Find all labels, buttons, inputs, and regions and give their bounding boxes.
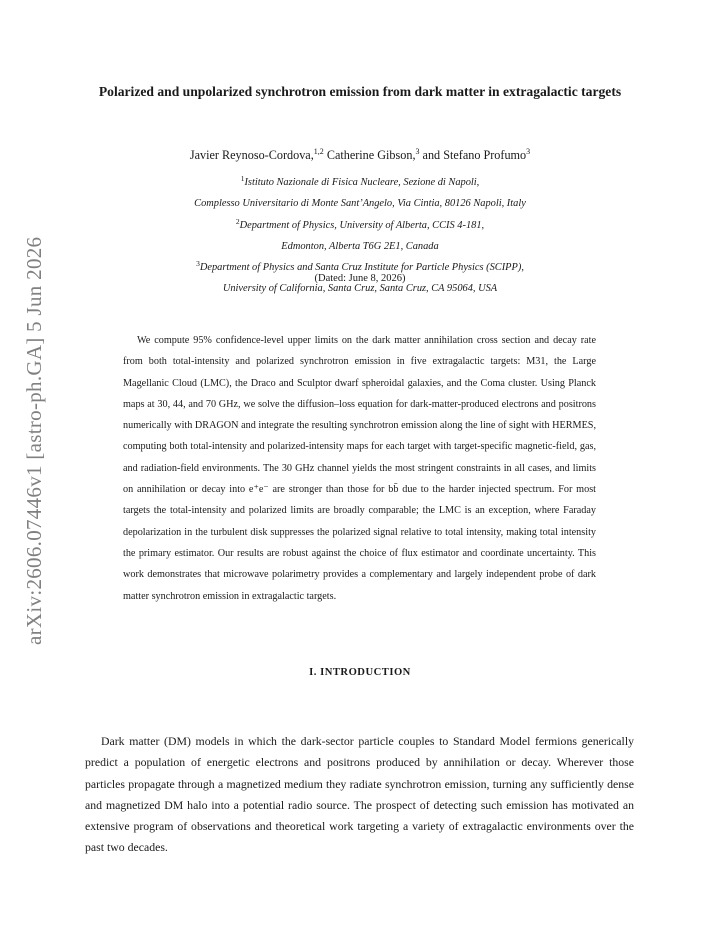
author-name: Catherine Gibson,: [326, 148, 416, 162]
affiliation-mark: 1: [240, 174, 245, 183]
date-line: (Dated: June 8, 2026): [314, 273, 406, 284]
affiliation-mark: 3: [196, 259, 200, 269]
abstract: We compute 95% confidence-level upper limits on the dark matter annihilation cross section and decay rate from both total-intensity and polarized synchrotron emission in five extragalactic targets: M31, the Large Magellanic Cloud (LMC), the Draco and Sculptor dwarf spheroidal galaxies, and the Coma cluster. Using Planck maps at 30, 44, and 70 GHz, we solve the diffusion–loss equation for dark-matter-produced electrons and positrons numerically with DRAGON and integrate the resulting synchrotron emission along the line of sight with HERMES, computing both total-intensity and polarized-intensity maps for each target with target-specific magnetic-field, gas, and radiation-field environments. The 30 GHz channel yields the most stringent constraints in all cases, and limits on annihilation or decay into e⁺e⁻ are stronger than those for bb̄ due to the harder injected spectrum. For most targets the total-intensity and polarized limits are broadly comparable; the LMC is an exception, where Faraday depolarization in the turbulent disk suppresses the polarized signal relative to total intensity, making total intensity the primary estimator. Our results are robust against the choice of flux estimator and coordinate uncertainty. This work demonstrates that microwave polarimetry provides a complementary and largely independent probe of dark matter synchrotron emission in extragalactic targets.: [123, 335, 596, 602]
author-name: and Stefano Profumo: [422, 148, 527, 162]
affiliation-line: Edmonton, Alberta T6G 2E1, Canada: [281, 240, 439, 252]
affiliation-line: University of California, Santa Cruz, Santa Cruz, CA 95064, USA: [222, 283, 498, 295]
arxiv-identifier-stamp: arXiv:2606.07446v1 [astro-ph.GA] 5 Jun 2026: [22, 236, 46, 646]
intro-paragraph: Dark matter (DM) models in which the dark-sector particle couples to Standard Model fermions generically predict a population of energetic electrons and positrons produced by annihilation or decay. Wherever those particles propagate through a magnetized medium they radiate synchrotron emission, turning any sufficiently dense and magnetized DM halo into a potential radio source. The prospect of detecting such emission has motivated an extensive program of observations and theoretical work targeting a variety of extragalactic environments over the past two decades.: [85, 734, 634, 855]
author-list: [80, 146, 640, 164]
affiliation-line: Complesso Universitario di Monte Sant’Angelo, Via Cintia, 80126 Napoli, Italy: [194, 198, 526, 210]
paper-title: Polarized and unpolarized synchrotron emission from dark matter in extragalactic targets: [98, 84, 622, 99]
author-affiliation-mark: 3: [526, 147, 531, 156]
affiliation-mark: 2: [235, 216, 240, 226]
author-affiliation-mark: 1,2: [313, 147, 324, 156]
author-affiliation-mark: 3: [415, 147, 420, 156]
author-name: Javier Reynoso-Cordova,: [189, 148, 314, 162]
affiliation-line: $^2$Department of Physics, University of Alberta, CCIS 4-181,: [235, 216, 485, 231]
affiliation-line: $^1$Istituto Nazionale di Fisica Nucleare, Sezione di Napoli,: [240, 174, 480, 188]
affiliation-line: $^3$Department of Physics and Santa Cruz Institute for Particle Physics (SCIPP),: [196, 259, 524, 274]
section-heading: I. INTRODUCTION: [309, 667, 411, 678]
